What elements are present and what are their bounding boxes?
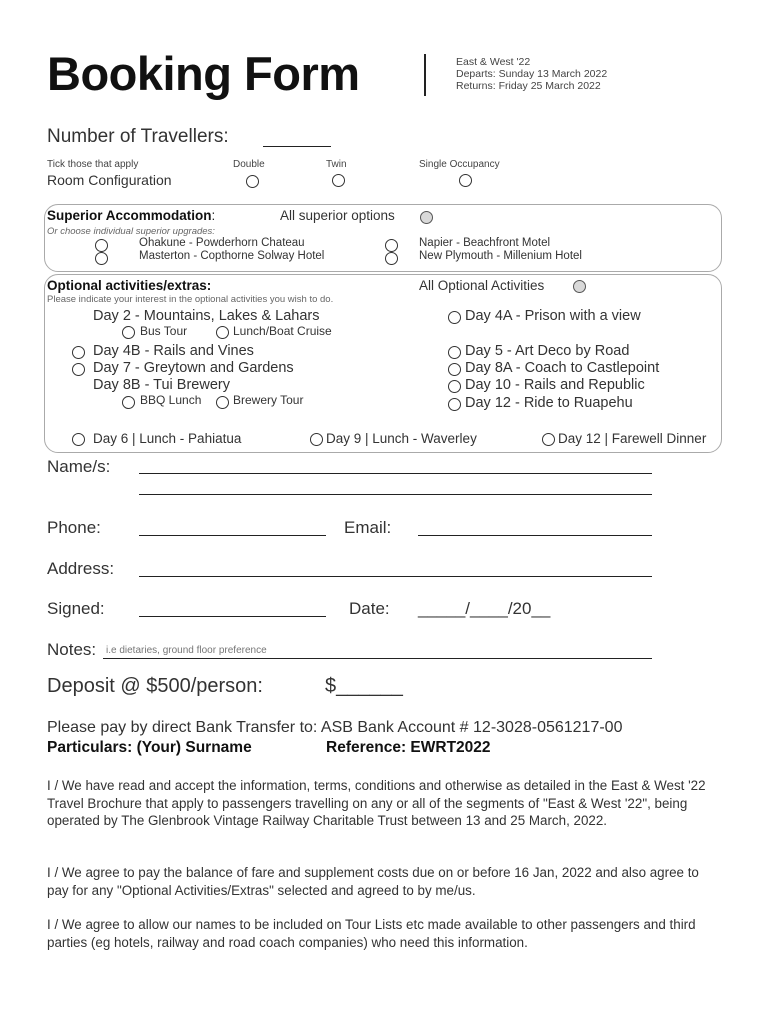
day5-label: Day 5 - Art Deco by Road	[465, 343, 630, 359]
phone-input[interactable]	[139, 535, 326, 536]
day5-radio[interactable]	[448, 346, 461, 359]
departure-date: Departs: Sunday 13 March 2022	[456, 68, 608, 80]
deposit-amount[interactable]: $______	[325, 675, 403, 697]
single-radio[interactable]	[459, 174, 472, 187]
day7-label: Day 7 - Greytown and Gardens	[93, 360, 294, 376]
address-input[interactable]	[139, 576, 652, 577]
day6-lunch-label: Day 6 | Lunch - Pahiatua	[93, 431, 242, 446]
day12-radio[interactable]	[448, 398, 461, 411]
title-divider	[424, 54, 426, 96]
optional-subtitle: Please indicate your interest in the optional activities you wish to do.	[47, 294, 334, 305]
day7-radio[interactable]	[72, 363, 85, 376]
name-input-2[interactable]	[139, 494, 652, 495]
day10-radio[interactable]	[448, 380, 461, 393]
superior-option-label: Napier - Beachfront Motel	[419, 237, 551, 249]
new-plymouth-radio[interactable]	[385, 252, 398, 265]
date-input[interactable]: _____/____/20__	[418, 599, 551, 618]
bus-tour-radio[interactable]	[122, 326, 135, 339]
day9-lunch-radio[interactable]	[310, 433, 323, 446]
superior-title: Superior Accommodation	[47, 208, 212, 223]
terms-paragraph: I / We agree to pay the balance of fare and supplement costs due on or before 16 Jan, 2022 and also agree to pay for any "Optional Activities/Extras" selected and agreed to by me/us.	[47, 865, 699, 898]
ohakune-radio[interactable]	[95, 239, 108, 252]
terms-paragraph: I / We have read and accept the information, terms, conditions and otherwise as detailed in the East & West '22 Travel Brochure that apply to passengers travelling on any or all of the segments of "East & West '22", being operated by The Glenbrook Vintage Railway Charitable Trust between 13 and 25 March, 2022.	[47, 778, 706, 828]
reference: Reference: EWRT2022	[326, 739, 491, 756]
masterton-radio[interactable]	[95, 252, 108, 265]
date-label: Date:	[349, 599, 390, 618]
day4a-label: Day 4A - Prison with a view	[465, 308, 641, 324]
email-input[interactable]	[418, 535, 652, 536]
day9-lunch-label: Day 9 | Lunch - Waverley	[326, 431, 477, 446]
day12-label: Day 12 - Ride to Ruapehu	[465, 395, 633, 411]
name-input[interactable]	[139, 473, 652, 474]
tick-instruction: Tick those that apply	[47, 159, 139, 170]
notes-input[interactable]	[103, 658, 652, 659]
return-date: Returns: Friday 25 March 2022	[456, 80, 601, 92]
phone-label: Phone:	[47, 518, 101, 537]
brewery-tour-radio[interactable]	[216, 396, 229, 409]
double-radio[interactable]	[246, 175, 259, 188]
superior-option-label: Masterton - Copthorne Solway Hotel	[139, 250, 325, 262]
brewery-tour-label: Brewery Tour	[233, 393, 304, 407]
optional-title: Optional activities/extras:	[47, 278, 212, 293]
day6-lunch-radio[interactable]	[72, 433, 85, 446]
lunch-boat-radio[interactable]	[216, 326, 229, 339]
signed-label: Signed:	[47, 599, 105, 618]
particulars: Particulars: (Your) Surname	[47, 739, 252, 756]
day4a-radio[interactable]	[448, 311, 461, 324]
notes-hint: i.e dietaries, ground floor preference	[106, 645, 267, 656]
travellers-label: Number of Travellers:	[47, 126, 229, 147]
name-label: Name/s:	[47, 457, 111, 476]
all-superior-label: All superior options	[280, 208, 395, 223]
day8b-label: Day 8B - Tui Brewery	[93, 377, 230, 393]
page-title: Booking Form	[47, 47, 360, 100]
day4b-label: Day 4B - Rails and Vines	[93, 343, 254, 359]
all-optional-radio[interactable]	[573, 280, 586, 293]
signature-input[interactable]	[139, 616, 326, 617]
terms-paragraph: I / We agree to allow our names to be included on Tour Lists etc made available to other passengers and third parties (eg hotels, railway and road coach companies) who need this information.	[47, 917, 696, 950]
superior-colon: :	[211, 208, 216, 223]
all-optional-label: All Optional Activities	[419, 278, 545, 293]
day8a-label: Day 8A - Coach to Castlepoint	[465, 360, 660, 376]
superior-option-label: Ohakune - Powderhorn Chateau	[139, 237, 305, 249]
twin-radio[interactable]	[332, 174, 345, 187]
superior-subtitle: Or choose individual superior upgrades:	[47, 226, 215, 237]
day12-dinner-radio[interactable]	[542, 433, 555, 446]
deposit-label: Deposit @ $500/person:	[47, 675, 263, 697]
email-label: Email:	[344, 518, 392, 537]
bbq-label: BBQ Lunch	[140, 393, 202, 407]
lunch-boat-label: Lunch/Boat Cruise	[233, 324, 332, 338]
notes-label: Notes:	[47, 640, 97, 659]
bbq-radio[interactable]	[122, 396, 135, 409]
napier-radio[interactable]	[385, 239, 398, 252]
payment-instruction: Please pay by direct Bank Transfer to: ASB Bank Account # 12-3028-0561217-00	[47, 719, 623, 736]
travellers-input[interactable]	[263, 146, 331, 147]
room-option-label: Single Occupancy	[419, 159, 500, 170]
day10-label: Day 10 - Rails and Republic	[465, 377, 645, 393]
room-config-label: Room Configuration	[47, 172, 172, 188]
room-option-label: Twin	[326, 159, 347, 170]
day4b-radio[interactable]	[72, 346, 85, 359]
day8a-radio[interactable]	[448, 363, 461, 376]
superior-option-label: New Plymouth - Millenium Hotel	[419, 250, 582, 262]
bus-tour-label: Bus Tour	[140, 324, 188, 338]
all-superior-radio[interactable]	[420, 211, 433, 224]
address-label: Address:	[47, 559, 115, 578]
tour-name: East & West '22	[456, 56, 531, 68]
day12-dinner-label: Day 12 | Farewell Dinner	[558, 431, 707, 446]
day2-label: Day 2 - Mountains, Lakes & Lahars	[93, 308, 320, 324]
room-option-label: Double	[233, 159, 265, 170]
